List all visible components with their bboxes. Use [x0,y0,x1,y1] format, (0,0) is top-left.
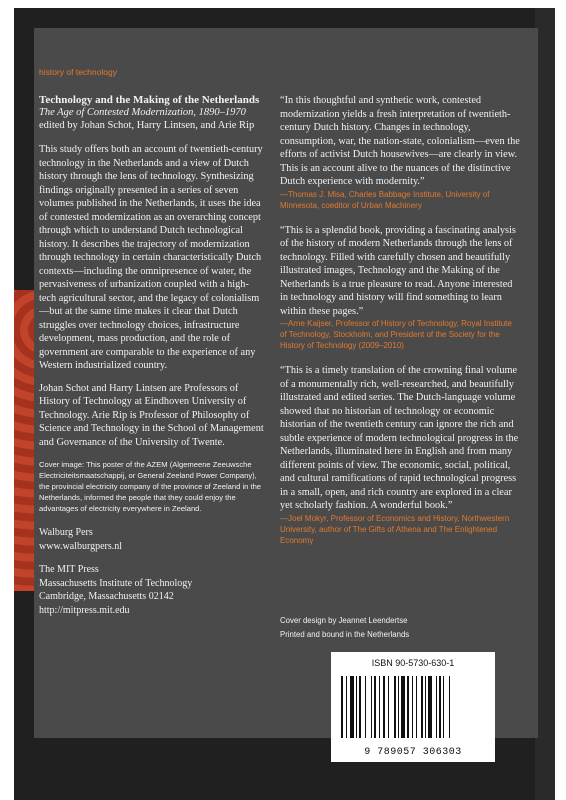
cover-design-credit: Cover design by Jeannet Leendertse [280,616,408,625]
isbn-barcode [331,652,495,762]
review-quote: “In this thoughtful and synthetic work, contested modernization yields a fresh interpretation of twentieth-century Dutch history. Changes in technology, consumption, war, the nation-state, colonialism—even the efforts of activist Dutch housewives—are clearly in view. This is an account alive to the nuances of the distinctive Dutch experience with modernity.” [280,95,520,187]
barcode-bar [394,676,396,738]
printing-credit: Printed and bound in the Netherlands [280,630,410,639]
review-attribution: —Joel Mokyr, Professor of Economics and History, Northwestern University, author of The Gifts of Athena and The Enlightened Economy [280,513,510,545]
mit-publisher [39,563,264,617]
barcode-bar [443,676,444,738]
barcode-bar [388,676,389,738]
description-paragraph: This study offers both an account of twentieth-century technology in the Netherlands and a view of Dutch history through the lens of technology. Synthesizing findings originally presented in a series of seven volumes published in the Netherlands, it uses the idea of contested modernization as an overarching concept through which to understand Dutch technological history. It describes the trajectory of modernization through technology in certain characteristically Dutch contexts—including the omnipresence of water, the pervasiveness of urbanization coupled with a high-tech agricultural sector, and the legacy of colonialism—but at the same time makes it clear that Dutch struggles over technology choices, infrastructure development, mass production, and the role of government are comparable to the experience of any Western industrialized country. [39,144,263,371]
book-title: Technology and the Making of the Netherlands [39,94,260,106]
author-bio-paragraph: Johan Schot and Harry Lintsen are Professors of History of Technology at Eindhoven University of Technology. Arie Rip is Professor of Philosophy of Science and Technology in the School of Management and Governance of the University of Twente. [39,382,264,448]
barcode-bars [341,676,485,738]
barcode-bar [439,676,441,738]
walburg-name: Walburg Pers [39,527,93,538]
mit-url: http://mitpress.mit.edu [39,604,130,616]
barcode-bar [449,676,450,738]
walburg-url: www.walburgpers.nl [39,540,123,552]
mit-address: Cambridge, Massachusetts 02142 [39,591,174,602]
cover-image-note: Cover image: This poster of the AZEM (Algemeene Zeeuwsche Electriciteitsmaatschappij, or General Zeeland Power Company), the provincial electricity company of the province of Zeeland in the Netherlands, informed the people that they could enjoy the advantages of electricity everywhere in Zeeland. [39,460,262,513]
review-kaijser [280,224,520,352]
barcode-bar [379,676,380,738]
barcode-bar [341,676,343,738]
book-subtitle: The Age of Contested Modernization, 1890–1970 [39,107,246,118]
barcode-bar [371,676,372,738]
barcode-bar [436,676,437,738]
mit-institution: Massachusetts Institute of Technology [39,577,193,589]
isbn-label: ISBN 90-5730-630-1 [371,658,455,668]
book-spine [535,8,555,800]
barcode-bar [425,676,426,738]
review-quote: “This is a splendid book, providing a fascinating analysis of the history of modern Netherlands through the lens of technology. Filled with carefully chosen and beautifully illustrated images, Technology and the Making of the Netherlands is a true pleasure to read. Anyone interested in technology and history will find something to learn within these pages.” [280,224,516,317]
barcode-bar [359,676,361,738]
review-quote: “This is a timely translation of the crowning final volume of a monumentally rich, well-researched, and beautifully illustrated and edited series. The Dutch-language volume showed that no historian of technology or economic historian of the twentieth century can ignore the rich and subtle experience of modern technological progress in the Netherlands, illuminated here in English and from many different points of view. The economic, social, political, and cultural ramifications of rapid technological progress in a small, open, and rich country are explored in a clear yet scholarly fashion. A wonderful book.” [280,365,519,511]
barcode-bar [365,676,366,738]
series-label: history of technology [39,67,117,77]
barcode-bar [383,676,385,738]
barcode-bar [407,676,409,738]
book-editors: edited by Johan Schot, Harry Lintsen, and Arie Rip [39,120,255,131]
review-mokyr [280,364,520,546]
barcode-bar [421,676,423,738]
barcode-number: 9 789057 306303 [364,747,462,758]
barcode-bar [350,676,354,738]
review-attribution: —Arne Kaijser, Professor of History of Technology, Royal Institute of Technology, Stockholm, and President of the Society for the History of Technology (2009–2010) [280,319,512,350]
mit-name: The MIT Press [39,564,99,575]
barcode-bar [416,676,417,738]
barcode-bar [374,676,376,738]
review-misa [280,94,520,211]
barcode-bar [346,676,347,738]
right-column [280,94,520,559]
barcode-bar [401,676,405,738]
review-attribution: —Thomas J. Misa, Charles Babbage Institute, University of Minnesota, coeditor of Urban Machinery [280,189,490,210]
barcode-bar [398,676,399,738]
barcode-bar [356,676,357,738]
barcode-bar [412,676,413,738]
barcode-bar [428,676,432,738]
walburg-publisher [39,526,264,553]
production-credits [280,614,409,642]
left-column [39,94,264,627]
